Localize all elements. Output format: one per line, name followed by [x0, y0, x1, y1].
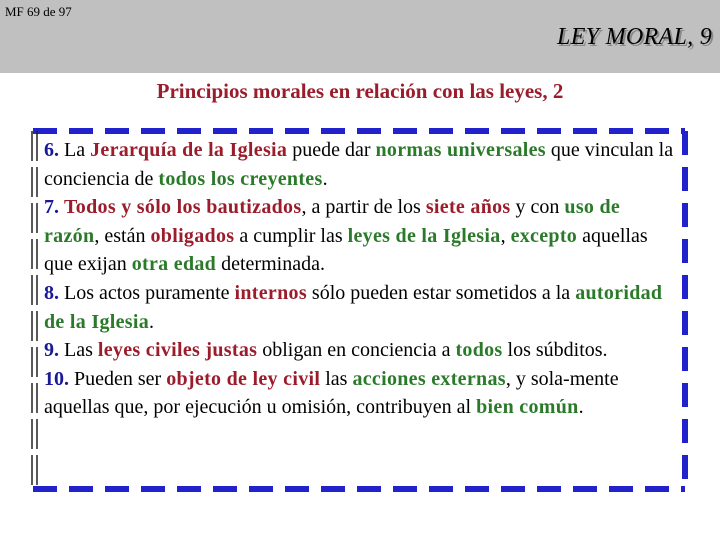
principle-text: .: [578, 396, 584, 419]
principle-text: las: [320, 367, 353, 390]
principle-item: [44, 279, 679, 336]
principle-text: La: [59, 139, 91, 161]
principle-text: obligan en conciencia a: [257, 339, 456, 362]
principle-number: 10.: [44, 367, 69, 390]
principle-emphasis: todos los creyentes: [158, 167, 323, 190]
principle-emphasis: objeto de ley civil: [166, 367, 321, 390]
principle-number: 6.: [44, 139, 59, 161]
principle-text: y con: [510, 196, 565, 219]
principle-emphasis: Jerarquía de la Iglesia: [90, 139, 288, 161]
principle-text: los súbditos.: [502, 339, 608, 362]
principle-number: 8.: [44, 281, 59, 304]
principle-emphasis: leyes de la Iglesia: [347, 224, 501, 247]
principle-emphasis: Todos y sólo los bautizados: [64, 196, 302, 219]
principle-item: [44, 193, 679, 279]
slide-number: MF 69 de 97: [5, 4, 72, 19]
principle-emphasis: todos: [455, 339, 503, 362]
principle-emphasis: leyes civiles justas: [97, 339, 258, 362]
principle-text: , a partir de los: [301, 196, 426, 219]
principle-emphasis: acciones externas: [352, 367, 506, 390]
principle-item: [44, 336, 679, 365]
principle-number: 7.: [44, 196, 59, 219]
principle-text: .: [322, 167, 328, 190]
principle-text: .: [149, 310, 155, 333]
principle-text: que vinculan la conciencia de: [44, 139, 674, 190]
principle-text: ,: [500, 224, 511, 247]
principle-text: , están: [94, 224, 151, 247]
principle-emphasis: uso de razón: [44, 196, 621, 247]
principle-text: aquellas que exijan: [44, 224, 648, 276]
principle-emphasis: siete años: [425, 196, 511, 219]
principles-list: [44, 136, 679, 422]
section-title: LEY MORAL, 9: [557, 24, 712, 50]
principle-emphasis: autoridad de la Iglesia: [44, 281, 663, 333]
principle-text: puede dar: [287, 139, 376, 161]
principle-item: [44, 136, 679, 193]
principle-emphasis: bien común: [476, 396, 579, 419]
principle-emphasis: otra edad: [131, 253, 217, 276]
principle-text: sólo pueden estar sometidos a la: [306, 281, 576, 304]
principle-item: [44, 365, 679, 422]
principle-emphasis: obligados: [150, 224, 235, 247]
header-bar: [0, 0, 720, 73]
principle-text: determinada.: [216, 253, 325, 276]
principle-text: Las: [59, 339, 98, 362]
principle-emphasis: internos: [234, 281, 307, 304]
principle-emphasis: normas universales: [375, 139, 546, 161]
principle-number: 9.: [44, 339, 59, 362]
principle-text: a cumplir las: [234, 224, 348, 247]
principle-text: Los actos puramente: [59, 281, 235, 304]
slide-subtitle: Principios morales en relación con las leyes, 2: [156, 79, 564, 103]
principle-text: Pueden ser: [69, 367, 167, 390]
principle-text: , y sola-mente aquellas que, por ejecución u omisión, contribuyen al: [44, 367, 619, 419]
principle-emphasis: excepto: [510, 224, 578, 247]
